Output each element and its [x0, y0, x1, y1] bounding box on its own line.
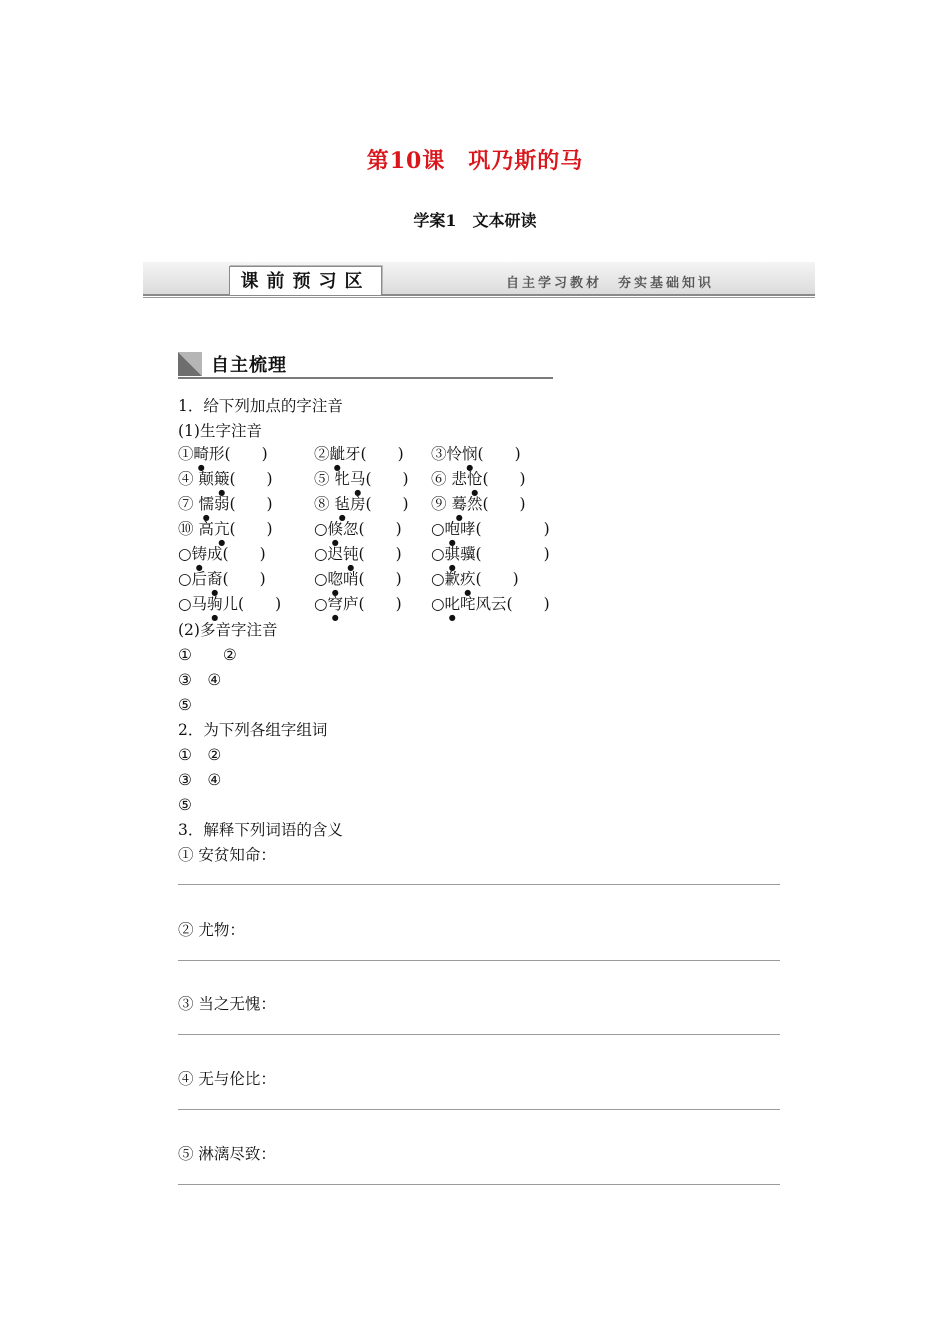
pinyin-item — [314, 494, 409, 522]
pinyin-item-text: 忽( ) — [343, 520, 402, 538]
pinyin-item — [178, 594, 281, 622]
dotted-char: 马 — [349, 470, 366, 488]
dotted-char: 穹 — [327, 595, 344, 613]
pinyin-item — [314, 444, 404, 472]
pinyin-item-text: 然( ) — [466, 495, 526, 513]
pinyin-item-text: ○ — [431, 520, 445, 538]
q1-sub1: (1)生字注音 — [178, 422, 262, 440]
answer-line[interactable] — [178, 1034, 780, 1035]
pinyin-item — [431, 544, 550, 572]
lesson-subtitle: 学案1 文本研读 — [413, 211, 537, 230]
pinyin-item-text: ① — [178, 445, 194, 463]
header-tab: 课前预习区 — [229, 266, 382, 295]
pinyin-item-text: ( ) — [482, 470, 526, 488]
dotted-char: 钝 — [343, 545, 359, 563]
dotted-char: 骐 — [444, 545, 461, 563]
pinyin-item — [431, 569, 519, 597]
pinyin-item — [178, 444, 268, 472]
pinyin-item — [314, 469, 409, 497]
pinyin-item-text: ○ — [314, 595, 328, 613]
q2-heading: 2．为下列各组字组词 — [178, 721, 328, 739]
pinyin-item — [431, 444, 521, 472]
pinyin-item-text: ( ) — [358, 545, 402, 563]
q3-item: ② 尤物： — [178, 921, 245, 939]
dotted-char: 裔 — [207, 570, 223, 588]
pinyin-item — [314, 569, 402, 597]
pinyin-item-text: 成( ) — [207, 545, 266, 563]
pinyin-item-text: 哮( ) — [460, 520, 550, 538]
pinyin-item — [178, 494, 273, 522]
answer-line[interactable] — [178, 960, 780, 961]
dotted-char: 咆 — [444, 520, 461, 538]
pinyin-item-text: ⑥ 悲 — [431, 470, 467, 488]
dotted-char: 簸 — [213, 470, 230, 488]
dotted-char: 倏 — [327, 520, 344, 538]
pinyin-item-text: ( ) — [222, 570, 266, 588]
pinyin-item-text: ⑧ — [314, 495, 335, 513]
poly-row: ③ ④ — [178, 671, 222, 689]
pinyin-item-text: ○后 — [178, 570, 208, 588]
pinyin-item-text: ( ) — [477, 445, 521, 463]
dotted-char: 毡 — [334, 495, 350, 513]
pinyin-item — [178, 544, 266, 572]
pinyin-item-text: ○ — [431, 595, 445, 613]
pinyin-item-text: ○歉 — [431, 570, 461, 588]
pinyin-item-text: ⑨ — [431, 495, 452, 513]
q3-item: ③ 当之无愧： — [178, 995, 276, 1013]
pinyin-item-text: ⑦ — [178, 495, 199, 513]
pinyin-item-text: ○ — [314, 520, 328, 538]
q1-heading: 1．给下列加点的字注音 — [178, 397, 343, 415]
header-bar-underline — [143, 297, 815, 298]
dotted-char: 悯 — [462, 445, 478, 463]
pinyin-item — [431, 494, 526, 522]
pinyin-item — [178, 519, 273, 547]
q3-item: ⑤ 淋漓尽致： — [178, 1145, 276, 1163]
answer-line[interactable] — [178, 884, 780, 885]
dotted-char: 疚 — [460, 570, 476, 588]
pinyin-item-text: ○迟 — [314, 545, 344, 563]
pinyin-item-text: ( ) — [229, 520, 273, 538]
lesson-title: 第10课 巩乃斯的马 — [366, 148, 584, 174]
poly-row: ⑤ — [178, 696, 192, 714]
pinyin-item-text: ○ — [178, 545, 192, 563]
section-underline — [178, 377, 553, 379]
pinyin-item-text: 哨( ) — [343, 570, 402, 588]
pinyin-item-text: ( ) — [475, 570, 519, 588]
pinyin-item — [314, 544, 402, 572]
dotted-char: 蓦 — [451, 495, 467, 513]
section-heading: 自主梳理 — [211, 355, 287, 376]
dotted-char: 铸 — [191, 545, 208, 563]
dotted-char: 怆 — [466, 470, 483, 488]
dotted-char: 唿 — [327, 570, 344, 588]
pinyin-item — [314, 519, 402, 547]
pinyin-item — [431, 594, 550, 622]
pinyin-item-text: ○ — [314, 570, 328, 588]
pinyin-item — [178, 469, 273, 497]
q1-sub2: (2)多音字注音 — [178, 621, 278, 639]
pinyin-item — [431, 519, 550, 547]
pinyin-item-text: ⑤ 牝 — [314, 470, 350, 488]
dotted-char: 叱 — [444, 595, 461, 613]
pinyin-item-text: ④ 颠 — [178, 470, 214, 488]
pinyin-item-text: 牙( ) — [345, 445, 404, 463]
pinyin-item-text: 咤风云( ) — [460, 595, 550, 613]
pinyin-item-text: ③怜 — [431, 445, 463, 463]
pinyin-item-text: 形( ) — [209, 445, 268, 463]
answer-line[interactable] — [178, 1184, 780, 1185]
pinyin-item-text: 儿( ) — [222, 595, 282, 613]
pinyin-item-text: 房( ) — [349, 495, 409, 513]
q3-item: ① 安贫知命： — [178, 846, 276, 864]
dotted-char: 畸 — [193, 445, 210, 463]
q2-row: ③ ④ — [178, 771, 222, 789]
pinyin-item — [178, 569, 266, 597]
pinyin-item-text: ⑩ 高 — [178, 520, 214, 538]
pinyin-item-text: ○马 — [178, 595, 208, 613]
q2-row: ① ② — [178, 746, 222, 764]
pinyin-item-text: 弱( ) — [213, 495, 273, 513]
dotted-char: 懦 — [198, 495, 214, 513]
q3-heading: 3．解释下列词语的含义 — [178, 821, 343, 839]
q2-row: ⑤ — [178, 796, 192, 814]
pinyin-item-text: ② — [314, 445, 330, 463]
pinyin-item-text: 庐( ) — [343, 595, 402, 613]
answer-line[interactable] — [178, 1109, 780, 1110]
q3-item: ④ 无与伦比： — [178, 1070, 276, 1088]
pinyin-item-text: ( ) — [229, 470, 273, 488]
dotted-char: 龇 — [329, 445, 346, 463]
pinyin-item-text: ( ) — [365, 470, 409, 488]
pinyin-item — [431, 469, 526, 497]
dotted-char: 亢 — [213, 520, 230, 538]
poly-row: ① ② — [178, 646, 237, 664]
pinyin-item-text: 骥( ) — [460, 545, 550, 563]
dotted-char: 驹 — [207, 595, 223, 613]
header-slogan: 自主学习教材 夯实基础知识 — [506, 276, 715, 291]
section-corner-icon — [178, 352, 202, 376]
pinyin-item-text: ○ — [431, 545, 445, 563]
pinyin-item — [314, 594, 402, 622]
